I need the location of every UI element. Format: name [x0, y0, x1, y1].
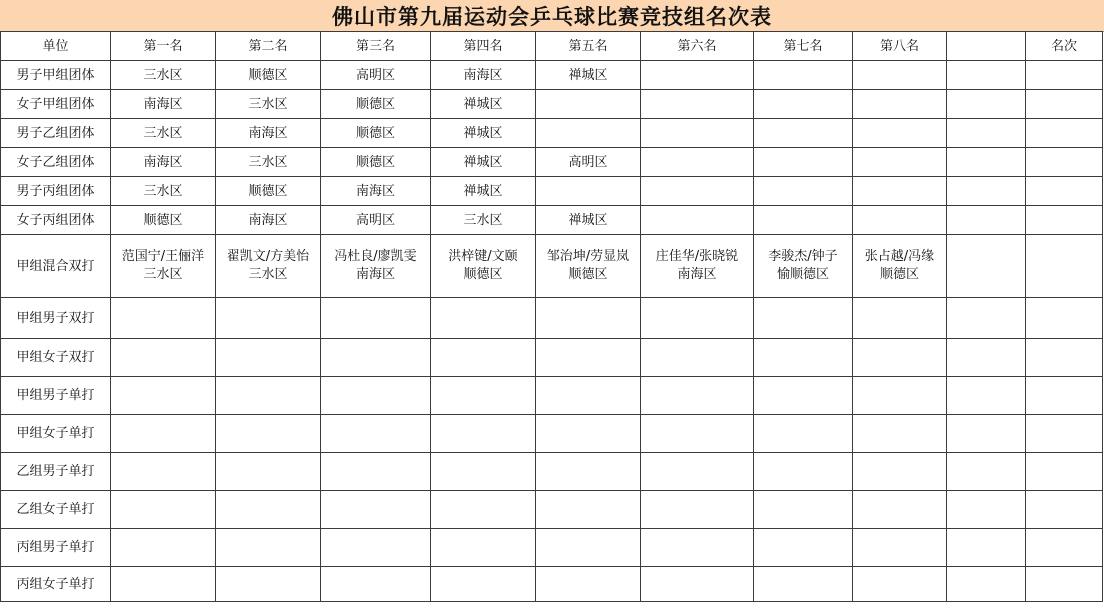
result-cell[interactable] [536, 377, 641, 415]
result-cell[interactable] [111, 529, 216, 567]
result-cell[interactable] [321, 415, 431, 453]
result-cell[interactable] [321, 298, 431, 339]
result-cell[interactable] [536, 298, 641, 339]
title-cell[interactable] [0, 0, 1104, 32]
row-label-cell[interactable]: 甲组男子单打 [1, 377, 111, 415]
result-cell[interactable]: 三水区 [111, 119, 216, 148]
player-names: 李骏杰/钟子 [768, 249, 838, 264]
result-cell[interactable]: 顺德区 [321, 148, 431, 177]
result-cell[interactable] [431, 415, 536, 453]
result-cell[interactable] [754, 567, 853, 602]
result-cell[interactable] [947, 298, 1026, 339]
row-label-cell[interactable]: 丙组女子单打 [1, 567, 111, 602]
result-cell[interactable] [536, 339, 641, 377]
row-label-cell[interactable]: 甲组男子双打 [1, 298, 111, 339]
result-cell[interactable]: 顺德区 [321, 119, 431, 148]
player-unit: 三水区 [143, 267, 183, 282]
result-cell[interactable] [641, 339, 754, 377]
result-cell[interactable] [321, 453, 431, 491]
row-label-cell[interactable]: 男子乙组团体 [1, 119, 111, 148]
table-row [1, 119, 1103, 148]
result-cell[interactable] [853, 119, 947, 148]
player-unit: 三水区 [248, 267, 288, 282]
result-cell[interactable] [754, 339, 853, 377]
header-cell[interactable]: 第八名 [853, 32, 947, 61]
result-cell[interactable]: 顺德区 [111, 206, 216, 235]
table-row-mixed-doubles [1, 235, 1103, 298]
result-cell[interactable] [431, 453, 536, 491]
result-cell[interactable]: 高明区 [536, 148, 641, 177]
result-cell[interactable] [536, 529, 641, 567]
result-cell[interactable] [321, 235, 431, 298]
result-cell[interactable]: 三水区 [111, 177, 216, 206]
result-cell[interactable]: 禅城区 [431, 177, 536, 206]
player-unit: 顺德区 [568, 267, 608, 282]
table-row [1, 61, 1103, 90]
table-row [1, 206, 1103, 235]
result-cell[interactable] [1026, 377, 1103, 415]
result-cell[interactable] [641, 119, 754, 148]
result-cell[interactable]: 禅城区 [536, 206, 641, 235]
result-cell[interactable] [754, 61, 853, 90]
player-names: 冯杜良/廖凯雯 [334, 249, 417, 264]
row-label-cell[interactable]: 女子乙组团体 [1, 148, 111, 177]
player-names: 邹治坤/劳显岚 [546, 249, 630, 264]
row-label-cell[interactable]: 甲组混合双打 [1, 235, 111, 298]
result-cell[interactable]: 三水区 [216, 90, 321, 119]
result-cell[interactable] [947, 529, 1026, 567]
header-cell[interactable]: 第五名 [536, 32, 641, 61]
table-row [1, 529, 1103, 567]
result-cell[interactable] [947, 453, 1026, 491]
result-cell[interactable] [111, 567, 216, 602]
result-cell[interactable]: 禅城区 [536, 61, 641, 90]
row-label-cell[interactable]: 甲组女子单打 [1, 415, 111, 453]
result-cell[interactable] [641, 148, 754, 177]
result-cell[interactable] [641, 298, 754, 339]
result-cell[interactable] [1026, 61, 1103, 90]
result-cell[interactable] [216, 491, 321, 529]
result-cell[interactable] [947, 567, 1026, 602]
result-cell[interactable]: 南海区 [111, 90, 216, 119]
result-cell[interactable] [431, 298, 536, 339]
table-row [1, 567, 1103, 602]
table-row [1, 491, 1103, 529]
result-cell[interactable] [536, 235, 641, 298]
result-cell[interactable] [853, 61, 947, 90]
result-cell[interactable] [431, 491, 536, 529]
result-cell[interactable] [111, 377, 216, 415]
player-unit: 顺德区 [879, 267, 919, 282]
header-cell[interactable]: 第六名 [641, 32, 754, 61]
result-cell[interactable] [216, 529, 321, 567]
result-cell[interactable] [641, 61, 754, 90]
row-label-cell[interactable]: 甲组女子双打 [1, 339, 111, 377]
row-label-cell[interactable]: 乙组女子单打 [1, 491, 111, 529]
player-names: 庄佳华/张晓锐 [655, 249, 739, 264]
result-cell[interactable] [754, 491, 853, 529]
result-cell[interactable]: 南海区 [216, 119, 321, 148]
result-cell[interactable] [536, 453, 641, 491]
result-cell[interactable] [536, 119, 641, 148]
result-cell[interactable] [111, 415, 216, 453]
header-row [1, 32, 1103, 61]
table-row [1, 415, 1103, 453]
result-cell[interactable] [641, 567, 754, 602]
result-cell[interactable] [111, 339, 216, 377]
result-cell[interactable] [947, 415, 1026, 453]
header-cell[interactable]: 第三名 [321, 32, 431, 61]
result-cell[interactable] [947, 206, 1026, 235]
result-cell[interactable] [947, 119, 1026, 148]
table-row [1, 177, 1103, 206]
result-cell[interactable] [1026, 235, 1103, 298]
result-cell[interactable] [536, 90, 641, 119]
result-cell[interactable] [853, 90, 947, 119]
result-cell[interactable] [216, 377, 321, 415]
result-cell[interactable] [853, 415, 947, 453]
result-cell[interactable] [853, 567, 947, 602]
result-cell[interactable] [947, 177, 1026, 206]
player-names: 范国宁/王俪洋 [121, 249, 205, 264]
row-label-cell[interactable]: 女子甲组团体 [1, 90, 111, 119]
result-cell[interactable] [536, 177, 641, 206]
result-cell[interactable] [641, 377, 754, 415]
result-cell[interactable] [853, 491, 947, 529]
table-row [1, 339, 1103, 377]
result-cell[interactable] [641, 415, 754, 453]
header-cell[interactable]: 单位 [1, 32, 111, 61]
result-cell[interactable] [754, 90, 853, 119]
result-cell[interactable]: 南海区 [111, 148, 216, 177]
result-cell[interactable]: 三水区 [216, 148, 321, 177]
player-unit: 顺德区 [463, 267, 503, 282]
result-cell[interactable] [853, 148, 947, 177]
player-names: 张占越/冯缘 [864, 249, 935, 264]
result-cell[interactable] [431, 529, 536, 567]
result-cell[interactable]: 禅城区 [431, 90, 536, 119]
header-cell[interactable]: 第二名 [216, 32, 321, 61]
row-label-cell[interactable]: 丙组男子单打 [1, 529, 111, 567]
header-cell[interactable]: 第一名 [111, 32, 216, 61]
player-unit: 愉顺德区 [776, 267, 829, 282]
result-cell[interactable] [947, 377, 1026, 415]
header-cell[interactable] [947, 32, 1026, 61]
result-cell[interactable] [431, 339, 536, 377]
result-cell[interactable] [641, 453, 754, 491]
table-row [1, 377, 1103, 415]
result-cell[interactable] [947, 148, 1026, 177]
result-cell[interactable]: 三水区 [111, 61, 216, 90]
result-cell[interactable] [853, 377, 947, 415]
result-cell[interactable] [536, 491, 641, 529]
result-cell[interactable] [216, 567, 321, 602]
player-names: 翟凯文/方美怡 [226, 249, 310, 264]
row-label-cell[interactable]: 男子甲组团体 [1, 61, 111, 90]
result-cell[interactable] [754, 206, 853, 235]
result-cell[interactable] [853, 235, 947, 298]
result-cell[interactable] [754, 235, 853, 298]
result-cell[interactable] [641, 177, 754, 206]
result-cell[interactable] [536, 567, 641, 602]
result-cell[interactable] [754, 298, 853, 339]
result-cell[interactable] [853, 339, 947, 377]
result-cell[interactable] [111, 298, 216, 339]
result-cell[interactable] [431, 235, 536, 298]
result-cell[interactable] [1026, 90, 1103, 119]
result-cell[interactable] [853, 453, 947, 491]
result-cell[interactable]: 南海区 [321, 177, 431, 206]
row-label-cell[interactable]: 男子丙组团体 [1, 177, 111, 206]
result-cell[interactable] [947, 491, 1026, 529]
table-row [1, 148, 1103, 177]
result-cell[interactable] [321, 529, 431, 567]
result-cell[interactable] [754, 119, 853, 148]
result-cell[interactable] [1026, 206, 1103, 235]
result-cell[interactable] [431, 567, 536, 602]
table-row [1, 298, 1103, 339]
player-unit: 南海区 [677, 267, 717, 282]
result-cell[interactable]: 南海区 [431, 61, 536, 90]
result-cell[interactable]: 顺德区 [216, 177, 321, 206]
result-cell[interactable] [1026, 119, 1103, 148]
result-cell[interactable]: 高明区 [321, 61, 431, 90]
result-cell[interactable] [431, 377, 536, 415]
result-cell[interactable] [216, 453, 321, 491]
result-cell[interactable] [754, 529, 853, 567]
result-cell[interactable] [1026, 491, 1103, 529]
header-cell[interactable]: 第七名 [754, 32, 853, 61]
player-unit: 南海区 [355, 267, 395, 282]
result-cell[interactable] [1026, 567, 1103, 602]
table-row [1, 453, 1103, 491]
result-cell[interactable] [754, 453, 853, 491]
result-cell[interactable] [754, 415, 853, 453]
result-cell[interactable] [216, 415, 321, 453]
result-cell[interactable] [754, 377, 853, 415]
result-cell[interactable] [321, 491, 431, 529]
result-cell[interactable] [1026, 453, 1103, 491]
row-label-cell[interactable]: 女子丙组团体 [1, 206, 111, 235]
result-cell[interactable]: 顺德区 [321, 90, 431, 119]
result-cell[interactable] [641, 529, 754, 567]
result-cell[interactable] [1026, 415, 1103, 453]
result-cell[interactable] [947, 90, 1026, 119]
result-cell[interactable] [947, 339, 1026, 377]
result-cell[interactable]: 顺德区 [216, 61, 321, 90]
result-cell[interactable]: 南海区 [216, 206, 321, 235]
header-cell[interactable]: 第四名 [431, 32, 536, 61]
result-cell[interactable] [641, 90, 754, 119]
result-cell[interactable] [216, 235, 321, 298]
result-cell[interactable] [1026, 298, 1103, 339]
result-cell[interactable] [321, 339, 431, 377]
result-cell[interactable]: 禅城区 [431, 119, 536, 148]
result-cell[interactable] [536, 415, 641, 453]
result-cell[interactable] [641, 491, 754, 529]
result-cell[interactable] [1026, 148, 1103, 177]
result-cell[interactable]: 三水区 [431, 206, 536, 235]
table-row [1, 90, 1103, 119]
result-cell[interactable] [1026, 529, 1103, 567]
result-cell[interactable] [754, 177, 853, 206]
result-cell[interactable] [853, 298, 947, 339]
result-cell[interactable] [1026, 177, 1103, 206]
result-cell[interactable] [641, 235, 754, 298]
result-cell[interactable] [641, 206, 754, 235]
result-cell[interactable] [216, 339, 321, 377]
results-table [0, 31, 1103, 602]
result-cell[interactable] [754, 148, 853, 177]
result-cell[interactable] [321, 567, 431, 602]
result-cell[interactable] [216, 298, 321, 339]
result-cell[interactable] [111, 235, 216, 298]
result-cell[interactable] [1026, 339, 1103, 377]
result-cell[interactable] [111, 453, 216, 491]
result-cell[interactable] [111, 491, 216, 529]
header-cell[interactable]: 名次 [1026, 32, 1103, 61]
row-label-cell[interactable]: 乙组男子单打 [1, 453, 111, 491]
result-cell[interactable] [853, 206, 947, 235]
player-names: 洪梓键/文颐 [448, 249, 518, 264]
result-cell[interactable] [947, 61, 1026, 90]
page-title: 佛山市第九届运动会乒乓球比赛竞技组名次表 [332, 4, 772, 29]
result-cell[interactable]: 禅城区 [431, 148, 536, 177]
result-cell[interactable] [853, 177, 947, 206]
result-cell[interactable] [321, 377, 431, 415]
result-cell[interactable]: 高明区 [321, 206, 431, 235]
result-cell[interactable] [853, 529, 947, 567]
result-cell[interactable] [947, 235, 1026, 298]
